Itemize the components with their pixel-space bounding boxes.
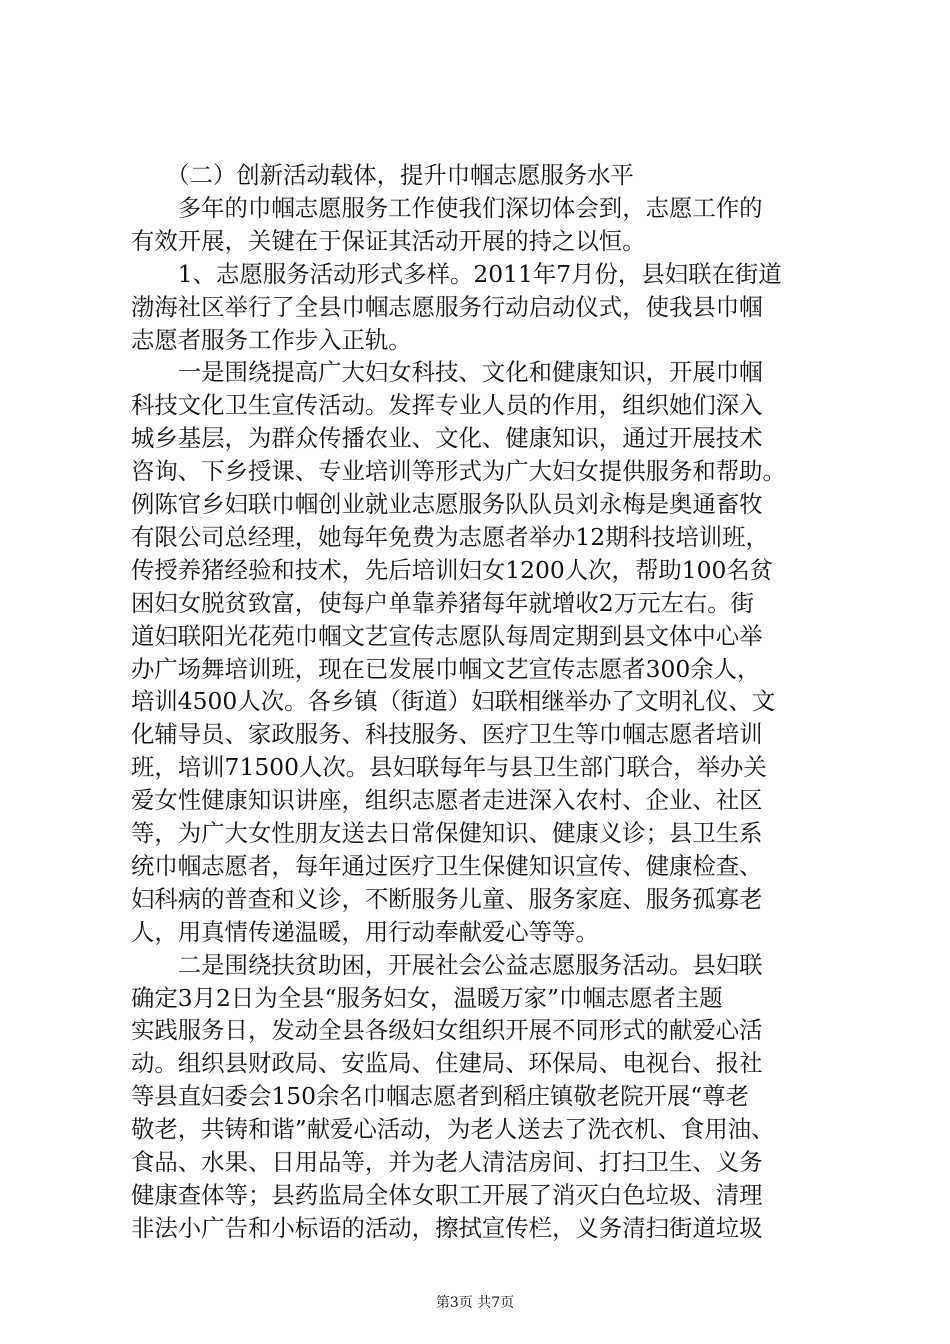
text-line: 敬老，共铸和谐”献爱心活动，为老人送去了洗衣机、食用油、	[131, 1115, 775, 1144]
text-line: 确定3月2日为全县“服务妇女，温暖万家”巾帼志愿者主题	[131, 983, 723, 1012]
text-line: 妇科病的普查和义诊，不断服务儿童、服务家庭、服务孤寡老	[131, 884, 763, 913]
text-line: 多年的巾帼志愿服务工作使我们深切体会到，志愿工作的	[131, 193, 763, 222]
text-line: 1、志愿服务活动形式多样。2011年7月份，县妇联在街道	[131, 259, 782, 288]
text-line: 传授养猪经验和技术，先后培训妇女1200人次，帮助100名贫	[131, 555, 774, 584]
text-line: 志愿者服务工作步入正轨。	[131, 325, 412, 354]
text-line: 等县直妇委会150余名巾帼志愿者到稻庄镇敬老院开展“尊老	[131, 1082, 749, 1111]
text-line: 健康查体等；县药监局全体女职工开展了消灭白色垃圾、清理	[131, 1180, 763, 1209]
text-line: 困妇女脱贫致富，使每户单靠养猪每年就增收2万元左右。街	[131, 588, 755, 617]
text-line: 爱女性健康知识讲座，组织志愿者走进深入农村、企业、社区	[131, 786, 763, 815]
text-line: 食品、水果、日用品等，并为老人清洁房间、打扫卫生、义务	[131, 1148, 763, 1176]
text-line: 等，为广大女性朋友送去日常保健知识、健康义诊；县卫生系	[131, 819, 763, 847]
text-line: 有效开展，关键在于保证其活动开展的持之以恒。	[131, 226, 646, 255]
text-line: 办广场舞培训班，现在已发展巾帼文艺宣传志愿者300余人，	[131, 654, 761, 683]
text-line: 培训4500人次。各乡镇（街道）妇联相继举办了文明礼仪、文	[131, 687, 776, 716]
text-line: 道妇联阳光花苑巾帼文艺宣传志愿队每周定期到县文体中心举	[131, 621, 763, 650]
text-line: 城乡基层，为群众传播农业、文化、健康知识，通过开展技术	[131, 424, 763, 453]
text-line: 班，培训71500人次。县妇联每年与县卫生部门联合，举办关	[131, 753, 767, 782]
text-line: 渤海社区举行了全县巾帼志愿服务行动启动仪式，使我县巾帼	[131, 292, 763, 321]
text-line: 二是围绕扶贫助困，开展社会公益志愿服务活动。县妇联	[131, 950, 763, 979]
text-line: 一是围绕提高广大妇女科技、文化和健康知识，开展巾帼	[131, 358, 763, 387]
page-footer: 第3页 共7页	[435, 1295, 515, 1311]
text-line: 例陈官乡妇联巾帼创业就业志愿服务队队员刘永梅是奥通畜牧	[131, 490, 763, 518]
text-line: 化辅导员、家政服务、科技服务、医疗卫生等巾帼志愿者培训	[131, 720, 763, 749]
text-line: 咨询、下乡授课、专业培训等形式为广大妇女提供服务和帮助。	[131, 457, 786, 486]
text-line: 动。组织县财政局、安监局、住建局、环保局、电视台、报社	[131, 1049, 763, 1078]
text-line: 非法小广告和小标语的活动，擦拭宣传栏，义务清扫街道垃圾	[131, 1213, 763, 1242]
text-line: 科技文化卫生宣传活动。发挥专业人员的作用，组织她们深入	[131, 391, 763, 420]
text-line: （二）创新活动载体，提升巾帼志愿服务水平	[131, 161, 634, 189]
text-line: 有限公司总经理，她每年免费为志愿者举办12期科技培训班，	[131, 522, 769, 551]
text-line: 实践服务日，发动全县各级妇女组织开展不同形式的献爱心活	[131, 1016, 763, 1045]
text-line: 统巾帼志愿者，每年通过医疗卫生保健知识宣传、健康检查、	[131, 851, 763, 880]
text-line: 人，用真情传递温暖，用行动奉献爱心等等。	[131, 917, 599, 946]
